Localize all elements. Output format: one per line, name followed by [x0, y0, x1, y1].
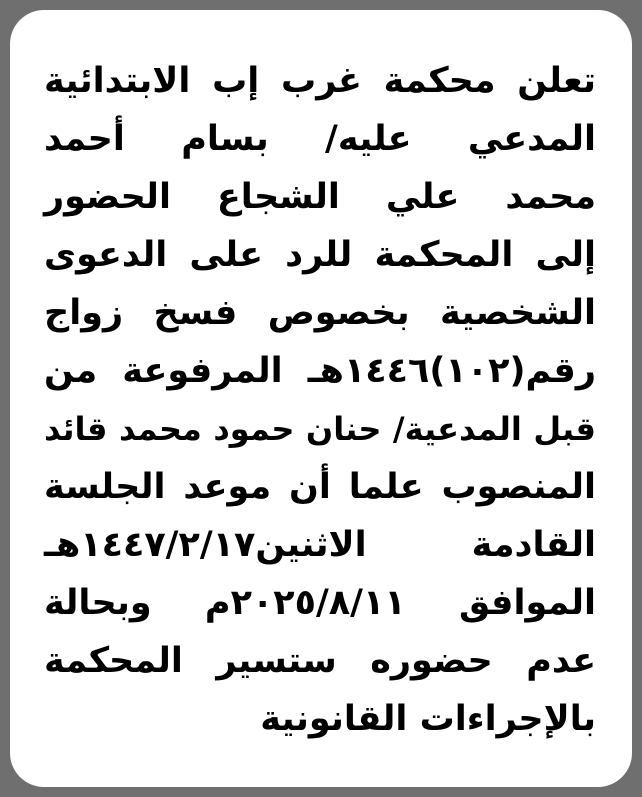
notice-line: الموافق ٢٠٢٥/٨/١١م وبحالة: [44, 583, 596, 623]
notice-line: المنصوب علما أن موعد الجلسة: [44, 467, 596, 507]
notice-line: الشخصية بخصوص فسخ زواج: [44, 293, 596, 333]
notice-line: بالإجراءات القانونية: [260, 699, 596, 739]
notice-line: محمد علي الشجاع الحضور: [44, 177, 596, 217]
notice-line: عدم حضوره ستسير المحكمة: [44, 641, 596, 681]
notice-text: [10, 52, 632, 748]
court-notice-box: [10, 10, 632, 787]
notice-line: رقم(١٠٢)١٤٤٦هـ المرفوعة من: [44, 351, 596, 391]
notice-line: المدعي عليه/ بسام أحمد: [44, 119, 596, 159]
notice-line: قبل المدعية/ حنان حمود محمد قائد: [44, 410, 596, 448]
notice-line: تعلن محكمة غرب إب الابتدائية: [44, 61, 596, 101]
notice-line: القادمة الاثنين١٤٤٧/٢/١٧هـ: [44, 525, 596, 565]
notice-line: إلى المحكمة للرد على الدعوى: [44, 235, 596, 275]
